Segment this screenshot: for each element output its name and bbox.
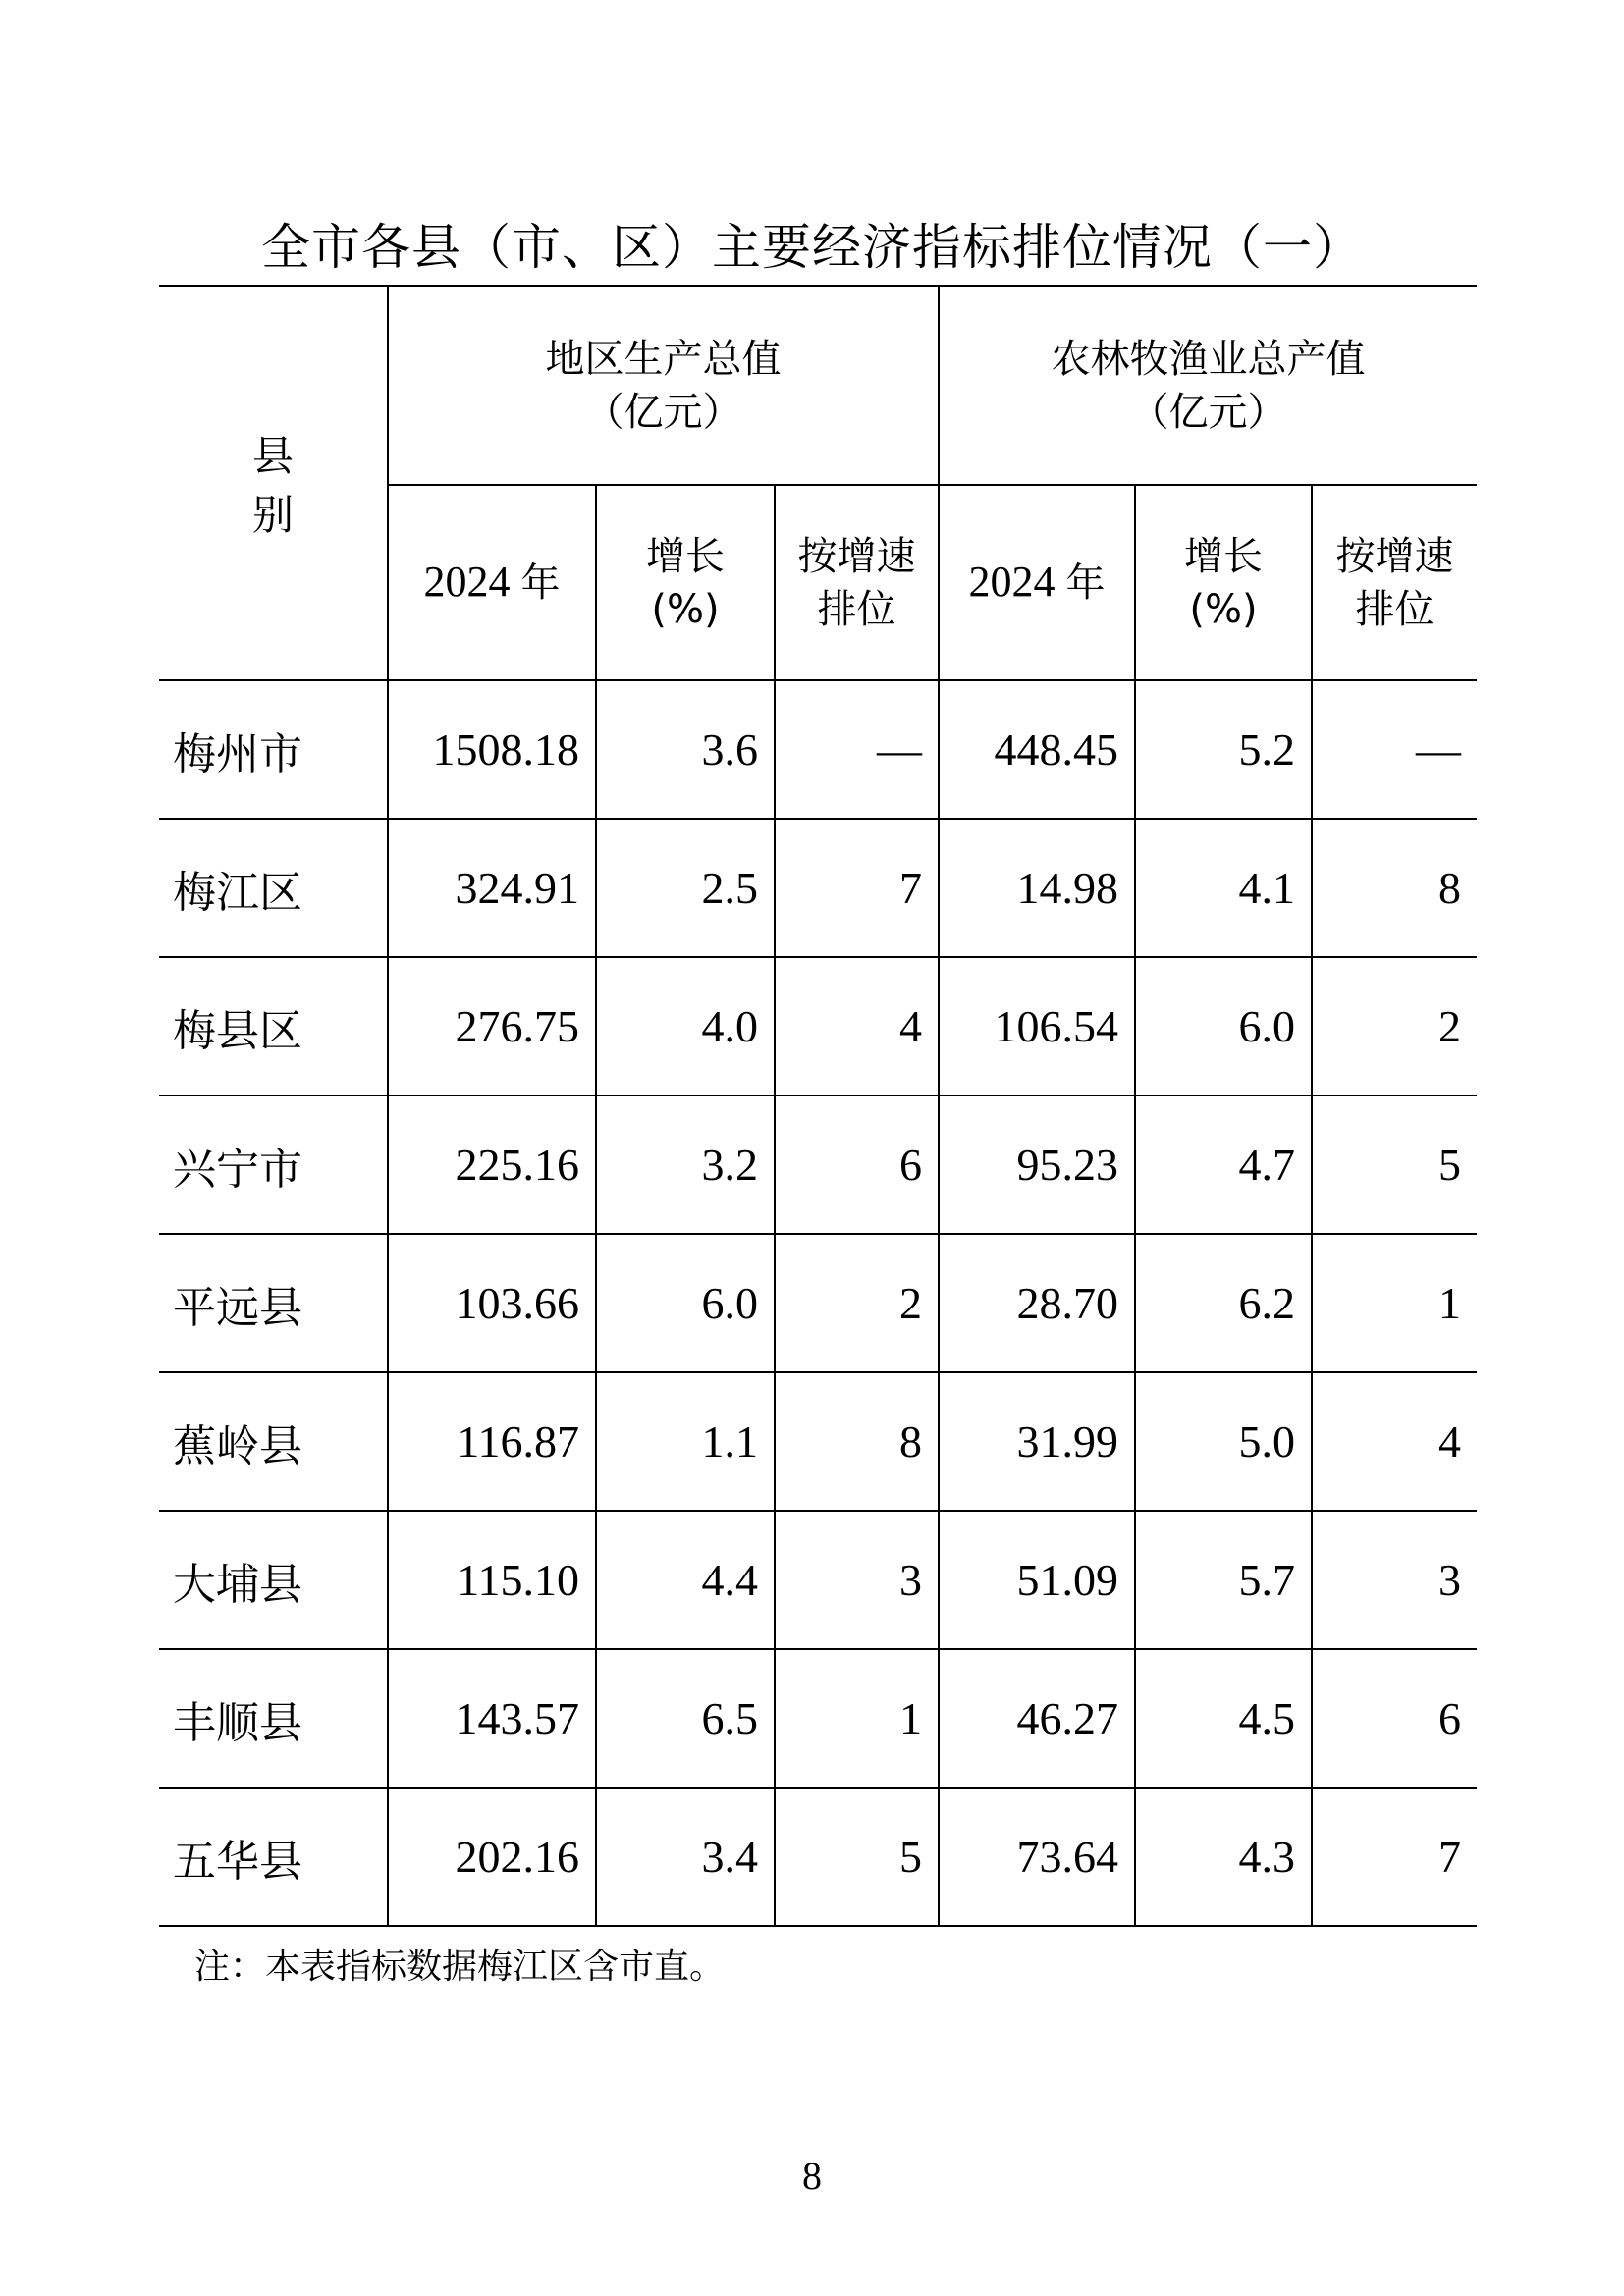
agri-rank: 5: [1312, 1095, 1477, 1234]
agri-value: 95.23: [939, 1095, 1135, 1234]
agri-growth: 4.7: [1135, 1095, 1312, 1234]
agri-value: 46.27: [939, 1649, 1135, 1788]
agri-growth: 4.1: [1135, 819, 1312, 957]
gdp-value: 324.91: [388, 819, 596, 957]
gdp-year-header: [388, 485, 596, 680]
page-number: 8: [802, 2154, 822, 2198]
gdp-growth-header: [596, 485, 775, 680]
gdp-growth: 4.4: [596, 1511, 775, 1649]
table-row: [159, 680, 1477, 819]
agri-rank: 3: [1312, 1511, 1477, 1649]
agri-value: 28.70: [939, 1234, 1135, 1372]
agri-rank: 6: [1312, 1649, 1477, 1788]
gdp-growth-unit: (%): [651, 586, 720, 632]
agri-group-unit: （亿元）: [1129, 389, 1287, 435]
county-name: 梅江区: [159, 819, 388, 957]
gdp-group-header: [388, 286, 939, 485]
agri-rank: 1: [1312, 1234, 1477, 1372]
agri-rank: 2: [1312, 957, 1477, 1095]
gdp-growth: 4.0: [596, 957, 775, 1095]
table-row: [159, 1095, 1477, 1234]
table-row: [159, 1788, 1477, 1926]
agri-rank-header: [1312, 485, 1477, 680]
agri-rank: 8: [1312, 819, 1477, 957]
agri-growth: 5.0: [1135, 1372, 1312, 1511]
gdp-year-unit: 年: [520, 561, 561, 606]
gdp-growth: 1.1: [596, 1372, 775, 1511]
agri-rank: 4: [1312, 1372, 1477, 1511]
gdp-value: 202.16: [388, 1788, 596, 1926]
agri-growth: 4.3: [1135, 1788, 1312, 1926]
table-row: [159, 1649, 1477, 1788]
county-name: 大埔县: [159, 1511, 388, 1649]
table-row: [159, 1372, 1477, 1511]
agri-growth: 5.7: [1135, 1511, 1312, 1649]
agri-rank-label-2: 排位: [1355, 586, 1435, 632]
agri-value: 448.45: [939, 680, 1135, 819]
gdp-growth-label: 增长: [646, 533, 725, 579]
gdp-group-unit: （亿元）: [584, 389, 742, 435]
gdp-rank: 2: [775, 1234, 939, 1372]
gdp-rank: 7: [775, 819, 939, 957]
gdp-rank: 4: [775, 957, 939, 1095]
county-name: 兴宁市: [159, 1095, 388, 1234]
agri-year-number: 2024: [968, 558, 1056, 606]
page-title: 全市各县（市、区）主要经济指标排位情况（一）: [261, 219, 1363, 276]
gdp-rank-label-2: 排位: [817, 586, 896, 632]
gdp-rank: 6: [775, 1095, 939, 1234]
gdp-growth: 3.4: [596, 1788, 775, 1926]
agri-group-header: [939, 286, 1477, 485]
gdp-rank: 1: [775, 1649, 939, 1788]
agri-rank: 7: [1312, 1788, 1477, 1926]
header-row-groups: [159, 286, 1477, 485]
agri-value: 51.09: [939, 1511, 1135, 1649]
agri-year-unit: 年: [1065, 561, 1106, 606]
table-footnote: 注：本表指标数据梅江区含市直。: [194, 1947, 726, 1987]
agri-value: 31.99: [939, 1372, 1135, 1511]
gdp-growth: 3.2: [596, 1095, 775, 1234]
gdp-rank: 3: [775, 1511, 939, 1649]
gdp-value: 115.10: [388, 1511, 596, 1649]
agri-growth: 6.0: [1135, 957, 1312, 1095]
agri-rank-label-1: 按增速: [1335, 533, 1454, 579]
agri-rank: —: [1312, 680, 1477, 819]
table-row: [159, 1234, 1477, 1372]
agri-growth-header: [1135, 485, 1312, 680]
agri-group-title: 农林牧渔业总产值: [1051, 336, 1366, 382]
indicator-ranking-table: [159, 285, 1477, 1927]
county-name: 梅州市: [159, 680, 388, 819]
agri-value: 73.64: [939, 1788, 1135, 1926]
gdp-rank-header: [775, 485, 939, 680]
gdp-growth: 3.6: [596, 680, 775, 819]
gdp-group-title: 地区生产总值: [545, 336, 782, 382]
gdp-rank: 5: [775, 1788, 939, 1926]
agri-value: 106.54: [939, 957, 1135, 1095]
table-row: [159, 1511, 1477, 1649]
gdp-growth: 6.5: [596, 1649, 775, 1788]
gdp-rank: 8: [775, 1372, 939, 1511]
agri-growth-label: 增长: [1184, 533, 1264, 579]
gdp-year-number: 2024: [423, 558, 511, 606]
gdp-growth: 2.5: [596, 819, 775, 957]
gdp-value: 225.16: [388, 1095, 596, 1234]
agri-value: 14.98: [939, 819, 1135, 957]
agri-growth: 6.2: [1135, 1234, 1312, 1372]
agri-growth: 5.2: [1135, 680, 1312, 819]
gdp-value: 143.57: [388, 1649, 596, 1788]
agri-growth: 4.5: [1135, 1649, 1312, 1788]
county-name: 平远县: [159, 1234, 388, 1372]
agri-year-header: [939, 485, 1135, 680]
county-name: 梅县区: [159, 957, 388, 1095]
gdp-value: 276.75: [388, 957, 596, 1095]
county-name: 蕉岭县: [159, 1372, 388, 1511]
county-name: 丰顺县: [159, 1649, 388, 1788]
county-name: 五华县: [159, 1788, 388, 1926]
gdp-value: 103.66: [388, 1234, 596, 1372]
gdp-growth: 6.0: [596, 1234, 775, 1372]
table-row: [159, 957, 1477, 1095]
gdp-value: 116.87: [388, 1372, 596, 1511]
county-column-header: 县 别: [159, 286, 388, 680]
gdp-rank-label-1: 按增速: [797, 533, 916, 579]
agri-growth-unit: (%): [1189, 586, 1258, 632]
gdp-rank: —: [775, 680, 939, 819]
table-row: [159, 819, 1477, 957]
gdp-value: 1508.18: [388, 680, 596, 819]
